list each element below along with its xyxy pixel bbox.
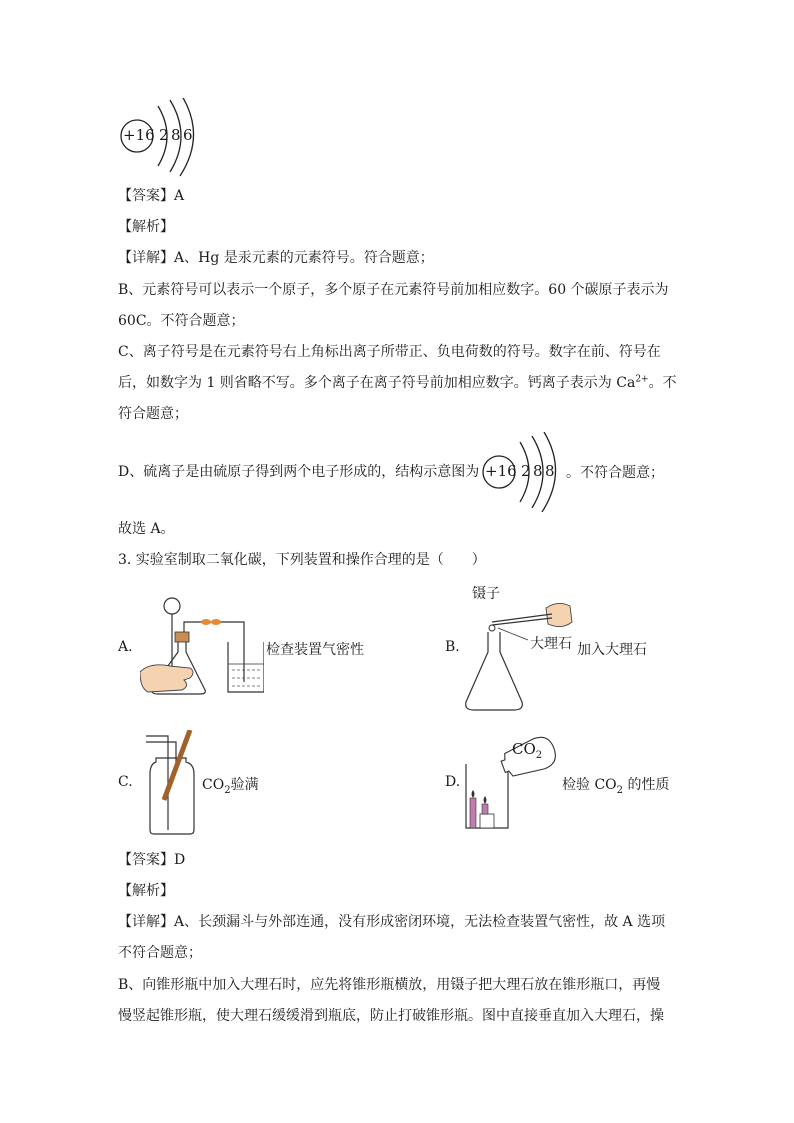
answer-q2: 【答案】A [118,188,185,204]
shell-2-electrons: 8 [533,462,543,480]
tweezers-label: 镊子 [472,586,500,602]
airtightness-check-apparatus [140,596,264,698]
option-c-letter: C. [118,774,133,790]
calcium-ion-charge: 2+ [635,374,649,385]
shell-2-electrons: 8 [171,126,181,144]
sulfur-atom-diagram [118,98,198,178]
option-b-letter: B. [445,639,460,655]
gas-bottle-with-wooden-stick [146,730,200,836]
detail-q2-c2: 后，如数字为 1 则省略不写。多个离子在离子符号前加相应数字。钙离子表示为 $Ca^{2+}$。不 [118,374,677,391]
analysis-heading-q2: 【解析】 [118,219,174,235]
option-a-caption: 检查装置气密性 [266,642,364,658]
co2-candle-beaker-apparatus [462,736,558,832]
co2-bottle-label: $CO_2$ [512,740,543,761]
detail-q3-a1: 【详解】A、长颈漏斗与外部连通，没有形成密闭环境，无法检查装置气密性，故 A 选项 [118,914,666,930]
nucleus-charge: +16 [123,126,155,144]
detail-q3-a2: 不符合题意； [118,945,202,961]
option-d-letter: D. [445,774,461,790]
flask-with-tweezers [462,600,574,712]
option-c-caption: $CO_2$验满 [202,777,259,796]
shell-3-electrons: 6 [183,126,193,144]
detail-q2-b1: B、元素符号可以表示一个原子，多个原子在元素符号前加相应数字。60 个碳原子表示为 [118,282,669,298]
marble-label: 大理石 [530,636,572,652]
shell-1-electrons: 2 [521,462,531,480]
option-a-letter: A. [118,639,133,655]
detail-q3-b2: 慢竖起锥形瓶，使大理石缓缓滑到瓶底，防止打破锥形瓶。图中直接垂直加入大理石，操 [118,1008,664,1024]
answer-q3: 【答案】D [118,852,186,868]
detail-q2-c3: 符合题意； [118,406,188,422]
choose-q2: 故选 A。 [118,521,175,537]
detail-q2-d-pre: D、硫离子是由硫原子得到两个电子形成的，结构示意图为 [118,464,480,480]
sulfide-ion-diagram [480,432,560,512]
option-b-caption: 加入大理石 [577,642,647,658]
analysis-heading-q3: 【解析】 [118,883,174,899]
option-d-caption: 检验 $CO_2$ 的性质 [562,777,670,796]
detail-q2-d-post: 。不符合题意； [566,465,664,481]
question-3: 3. 实验室制取二氧化碳，下列装置和操作合理的是（ ） [118,552,486,568]
detail-q2-c1: C、离子符号是在元素符号右上角标出离子所带正、负电荷数的符号。数字在前、符号在 [118,344,661,360]
shell-3-electrons: 8 [545,462,555,480]
calcium-ion: Ca [616,375,636,391]
detail-q2-a: 【详解】A、Hg 是汞元素的元素符号。符合题意； [118,250,434,266]
shell-1-electrons: 2 [159,126,169,144]
detail-q2-b2: 60C。不符合题意； [118,313,245,329]
detail-q3-b1: B、向锥形瓶中加入大理石时，应先将锥形瓶横放，用镊子把大理石放在锥形瓶口，再慢 [118,977,661,993]
nucleus-charge: +16 [485,462,517,480]
